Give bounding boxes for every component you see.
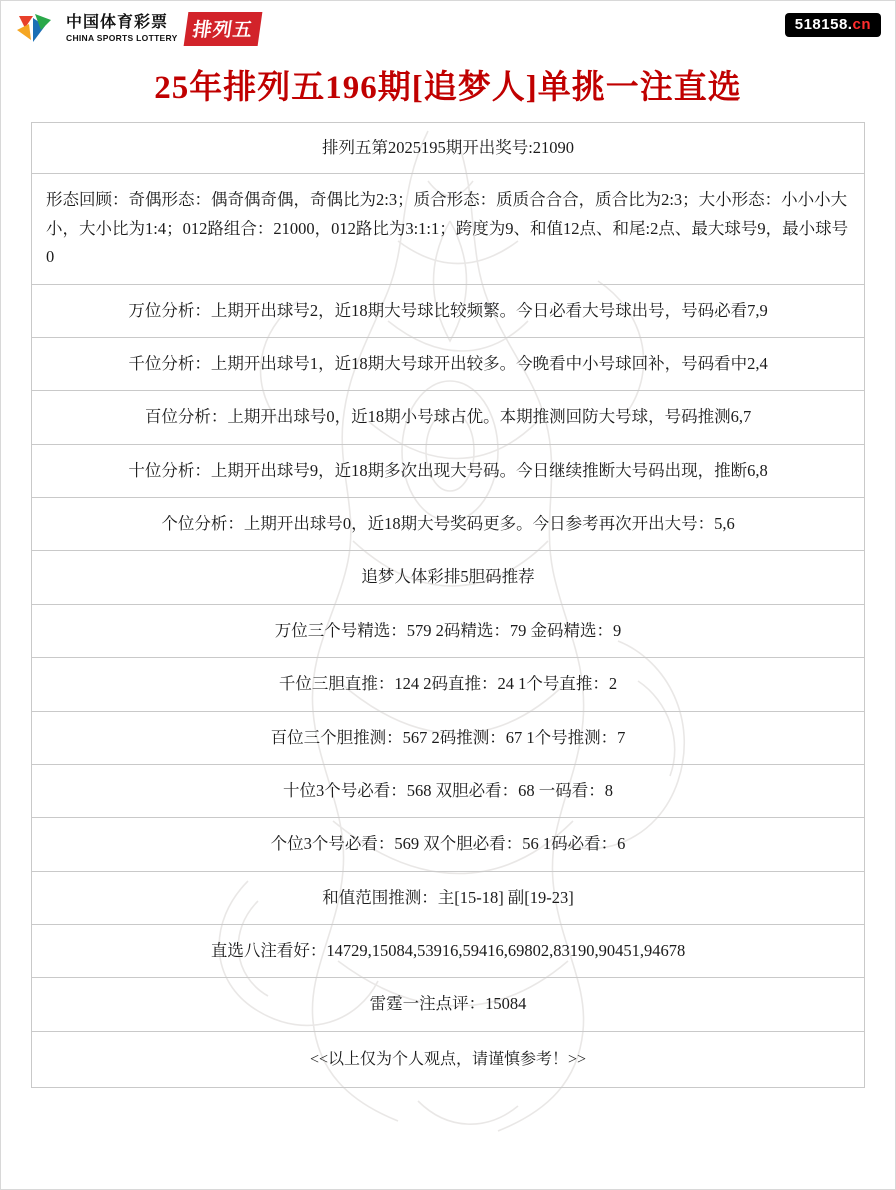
brand-logo (15, 9, 260, 49)
site-url-number: 518158. (794, 16, 853, 33)
table-row: 万位分析：上期开出球号2，近18期大号球比较频繁。今日必看大号球出号，号码必看7,9 (32, 285, 864, 338)
brand-text (66, 15, 178, 43)
table-row: 十位3个号必看：568 双胆必看：68 一码看：8 (32, 765, 864, 818)
table-row: 万位三个号精选：579 2码精选：79 金码精选：9 (32, 605, 864, 658)
brand-name-cn: 中国体育彩票 (66, 14, 169, 32)
table-row: 千位分析：上期开出球号1，近18期大号球开出较多。今晚看中小号球回补，号码看中2,4 (32, 338, 864, 391)
analysis-table (31, 122, 865, 1088)
table-row: 百位三个胆推测：567 2码推测：67 1个号推测：7 (32, 712, 864, 765)
table-row: 形态回顾：奇偶形态：偶奇偶奇偶，奇偶比为2:3；质合形态：质质合合合，质合比为2:3；大小形态：小小小大小，大小比为1:4；012路组合：21000，012路比为3:1:1；跨度为9、和值12点、和尾:2点、最大球号9，最小球号0 (32, 174, 864, 284)
page-header (1, 1, 895, 57)
site-url-tld: cn (852, 16, 871, 33)
table-row: 十位分析：上期开出球号9，近18期多次出现大号码。今日继续推断大号码出现，推断6,8 (32, 445, 864, 498)
table-row: 追梦人体彩排5胆码推荐 (32, 551, 864, 604)
table-row: 和值范围推测：主[15-18] 副[19-23] (32, 872, 864, 925)
table-row: 个位3个号必看：569 双个胆必看：56 1码必看：6 (32, 818, 864, 871)
brand-name-en: CHINA SPORTS LOTTERY (66, 32, 178, 43)
draw-result-header: 排列五第2025195期开出奖号:21090 (32, 123, 864, 174)
game-badge: 排列五 (183, 12, 262, 46)
table-row: 个位分析：上期开出球号0，近18期大号奖码更多。今日参考再次开出大号：5,6 (32, 498, 864, 551)
table-row: 百位分析：上期开出球号0，近18期小号球占优。本期推测回防大号球，号码推测6,7 (32, 391, 864, 444)
table-row: 直选八注看好：14729,15084,53916,59416,69802,83190,90451,94678 (32, 925, 864, 978)
page-title: 25年排列五196期[追梦人]单挑一注直选 (154, 70, 742, 106)
site-url-badge (785, 13, 881, 37)
table-row: 雷霆一注点评：15084 (32, 978, 864, 1031)
sports-lottery-logo-icon (15, 12, 59, 46)
table-row: 千位三胆直推：124 2码直推：24 1个号直推：2 (32, 658, 864, 711)
disclaimer-footer: <<以上仅为个人观点，请谨慎参考！>> (32, 1032, 864, 1089)
